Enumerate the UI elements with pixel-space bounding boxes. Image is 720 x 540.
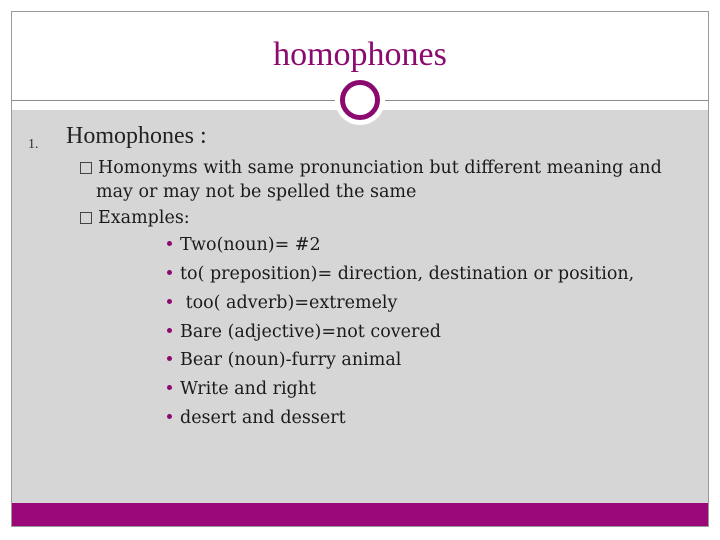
bullet-dot-icon (167, 270, 172, 275)
sub-item-text: Examples: (98, 208, 190, 228)
bullet-dot-icon (167, 356, 172, 361)
slide-title: homophones (273, 36, 447, 73)
bullet-dot-icon (167, 241, 172, 246)
bullet-item (167, 293, 397, 313)
bullet-item (167, 322, 441, 342)
bullet-item (167, 235, 321, 255)
checkbox-bullet-icon (80, 212, 92, 224)
bullet-item (167, 264, 634, 284)
bullet-dot-icon (167, 328, 172, 333)
bullet-item (167, 350, 401, 370)
bullet-dot-icon (167, 385, 172, 390)
bullet-item (167, 408, 346, 428)
bullet-dot-icon (167, 414, 172, 419)
circle-ornament-icon (340, 80, 380, 120)
sub-item-continuation: may or may not be spelled the same (96, 182, 417, 202)
bullet-text: Two(noun)= #2 (180, 235, 321, 255)
sub-item-homonyms (80, 156, 662, 204)
bullet-text: to( preposition)= direction, destination or position, (180, 264, 635, 284)
sub-item-examples (80, 206, 190, 230)
bullet-text: Write and right (180, 379, 317, 399)
bullet-text: desert and dessert (180, 408, 346, 428)
sub-item-text: Homonyms with same pronunciation but different meaning and (98, 158, 662, 178)
bullet-item (167, 379, 316, 399)
list-number: 1. (28, 137, 39, 152)
bullet-text: too( adverb)=extremely (180, 293, 398, 313)
bottom-accent-bar (12, 503, 708, 526)
bullet-dot-icon (167, 299, 172, 304)
section-heading: Homophones : (66, 123, 207, 149)
checkbox-bullet-icon (80, 162, 92, 174)
bullet-text: Bare (adjective)=not covered (180, 322, 441, 342)
bullet-text: Bear (noun)-furry animal (180, 350, 402, 370)
